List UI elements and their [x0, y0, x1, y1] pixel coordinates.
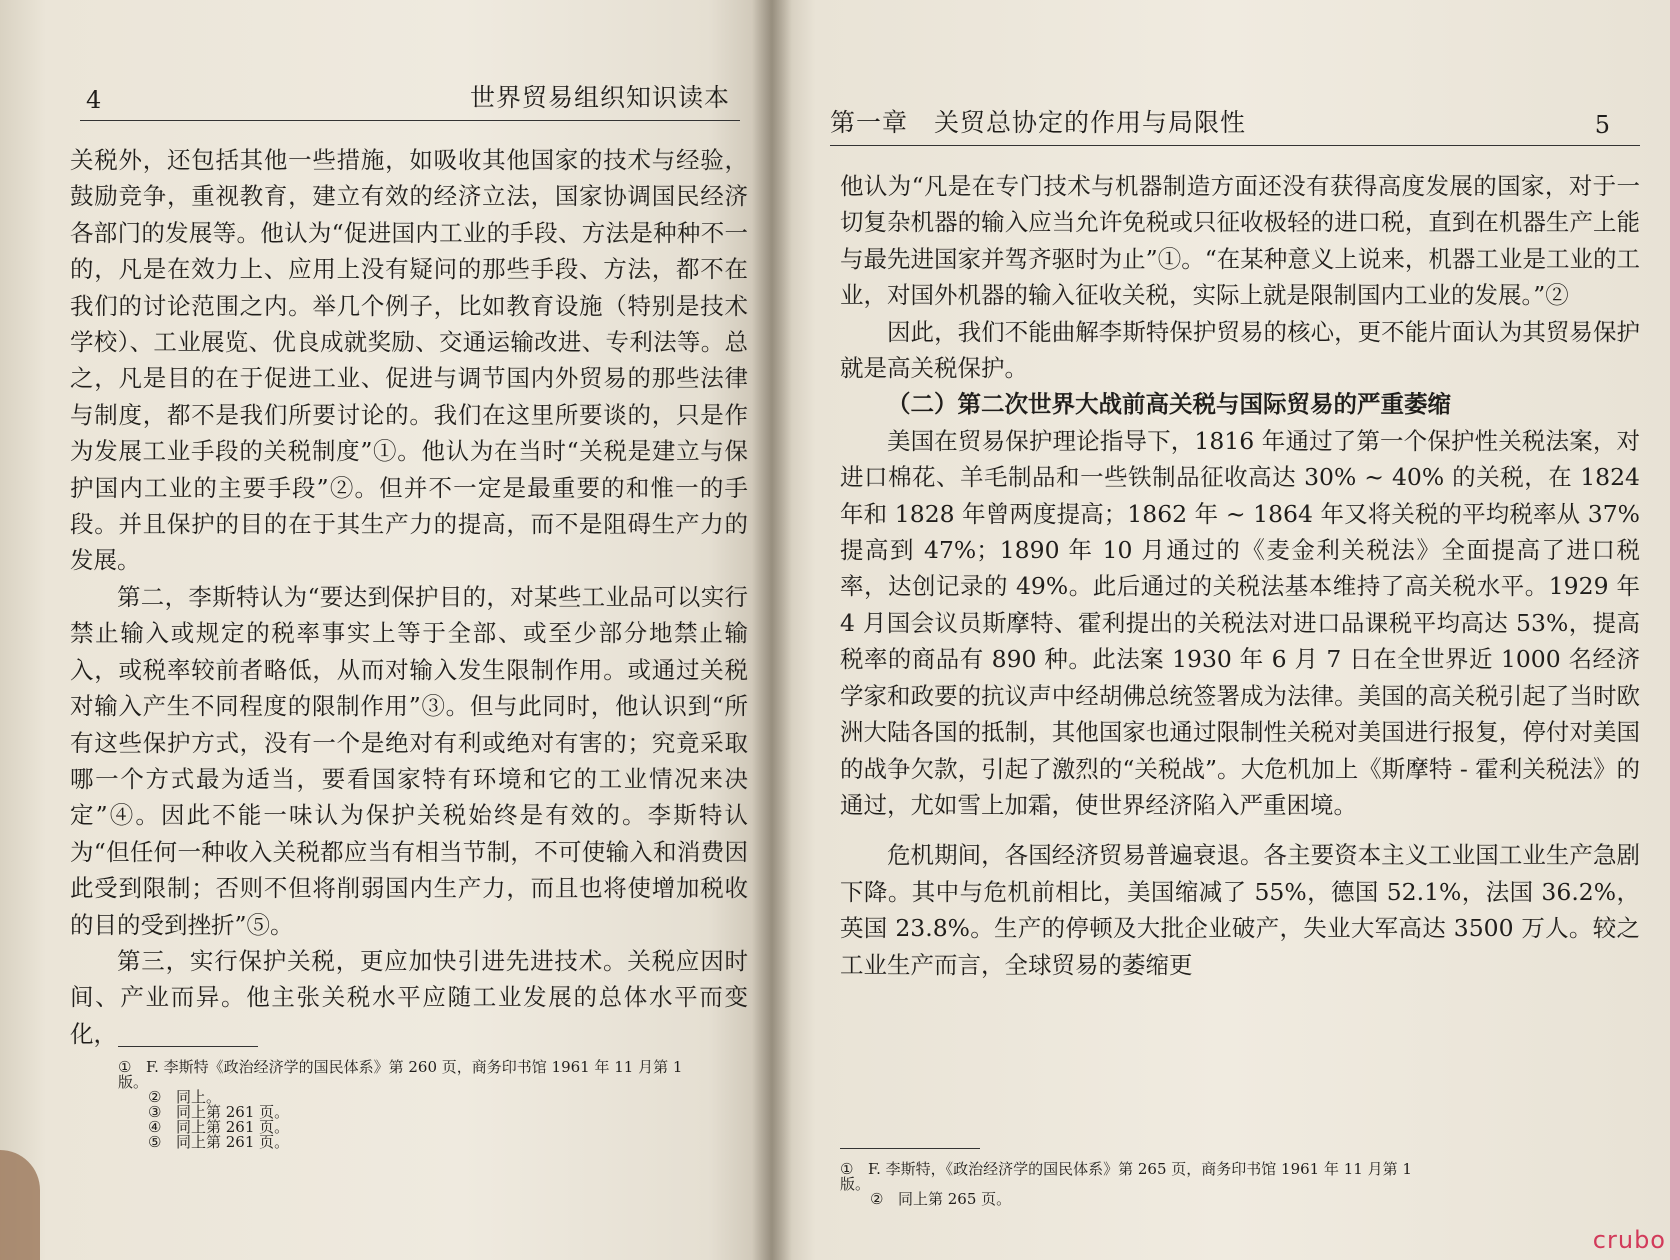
left-page-body	[70, 142, 748, 1052]
left-footnotes	[118, 1060, 748, 1150]
right-page-header	[830, 95, 1640, 146]
paragraph: 因此，我们不能曲解李斯特保护贸易的核心，更不能片面认为其贸易保护就是高关税保护。	[840, 317, 1640, 383]
page-number: 5	[1594, 111, 1610, 139]
footnote-rule	[840, 1148, 980, 1149]
footnote: ⑤ 同上第 261 页。	[148, 1133, 290, 1151]
paragraph: 危机期间，各国经济贸易普遍衰退。各主要资本主义工业国工业生产急剧下降。其中与危机前相比，美国缩减了 55%，德国 52.1%，法国 36.2%，英国 23.8%。生产的停顿及大批企业破产，失业大军高达 3500 万人。较之工业生产而言，全球贸易的萎缩更	[840, 841, 1640, 979]
watermark: crubo	[1592, 1226, 1666, 1254]
paragraph: 第二，李斯特认为“要达到保护目的，对某些工业品可以实行禁止输入或规定的税率事实上等于全部、或至少部分地禁止输入，或税率较前者略低，从而对输入发生限制作用。或通过关税对输入产生不同程度的限制作用”③。但与此同时，他认识到“所有这些保护方式，没有一个是绝对有利或绝对有害的；究竟采取哪一个方式最为适当，要看国家特有环境和它的工业情况来决定”④。因此不能一味认为保护关税始终是有效的。李斯特认为“但任何一种收入关税都应当有相当节制，不可使输入和消费因此受到限制；否则不但将削弱国内生产力，而且也将使增加税收的目的受到挫折”⑤。	[70, 582, 748, 939]
page-number: 4	[86, 86, 102, 114]
running-title: 世界贸易组织知识读本	[469, 83, 730, 112]
book-gutter	[752, 0, 792, 1260]
paragraph: 他认为“凡是在专门技术与机器制造方面还没有获得高度发展的国家，对于一切复杂机器的输入应当允许免税或只征收极轻的进口税，直到在机器生产上能与最先进国家并驾齐驱时为止”①。“在某种意义上说来，机器工业是工业的工业，对国外机器的输入征收关税，实际上就是限制国内工业的发展。”②	[840, 172, 1640, 310]
footnote: ① F. 李斯特《政治经济学的国民体系》第 260 页，商务印书馆 1961 年 11 月第 1	[118, 1058, 683, 1076]
right-page-body	[840, 168, 1640, 983]
background-edge	[1670, 0, 1680, 1260]
section-heading: （二）第二次世界大战前高关税与国际贸易的严重萎缩	[887, 390, 1451, 419]
left-page	[0, 0, 770, 1260]
paragraph: 美国在贸易保护理论指导下，1816 年通过了第一个保护性关税法案，对进口棉花、羊毛制品和一些铁制品征收高达 30% ~ 40% 的关税，在 1824 年和 1828 年曾两度提高；1862 年 ~ 1864 年又将关税的平均税率从 37% 提高到 47%；1890 年 10 月通过的《麦金利关税法》全面提高了进口税率，达创记录的 49%。此后通过的关税法基本维持了高关税水平。1929 年 4 月国会议员斯摩特、霍利提出的关税法对进口品课税平均高达 53%，提高税率的商品有 890 种。此法案 1930 年 6 月 7 日在全世界近 1000 名经济学家和政要的抗议声中经胡佛总统签署成为法律。美国的高关税引起了当时欧洲大陆各国的抵制，其他国家也通过限制性关税对美国进行报复，停付对美国的战争欠款，引起了激烈的“关税战”。大危机加上《斯摩特 - 霍利关税法》的通过，尤如雪上加霜，使世界经济陷入严重困境。	[840, 426, 1640, 819]
left-page-header	[80, 70, 740, 121]
footnote: ④ 同上第 261 页。	[148, 1118, 290, 1136]
footnote-rule	[118, 1046, 258, 1047]
right-page	[770, 0, 1680, 1260]
running-title: 第一章 关贸总协定的作用与局限性	[830, 108, 1247, 137]
footnote: ② 同上第 265 页。	[870, 1190, 1012, 1208]
footnote: ① F. 李斯特，《政治经济学的国民体系》第 265 页，商务印书馆 1961 年 11 月第 1	[840, 1160, 1412, 1178]
paragraph: 关税外，还包括其他一些措施，如吸收其他国家的技术与经验，鼓励竞争，重视教育，建立有效的经济立法，国家协调国民经济各部门的发展等。他认为“促进国内工业的手段、方法是种种不一的，凡是在效力上、应用上没有疑问的那些手段、方法，都不在我们的讨论范围之内。举几个例子，比如教育设施（特别是技术学校）、工业展览、优良成就奖励、交通运输改进、专利法等。总之，凡是目的在于促进工业、促进与调节国内外贸易的那些法律与制度，都不是我们所要讨论的。我们在这里所要谈的，只是作为发展工业手段的关税制度”①。他认为在当时“关税是建立与保护国内工业的主要手段”②。但并不一定是最重要的和惟一的手段。并且保护的目的在于其生产力的提高，而不是阻碍生产力的发展。	[70, 146, 748, 575]
footnote: 版。	[118, 1073, 149, 1091]
footnote: ③ 同上第 261 页。	[148, 1103, 290, 1121]
footnote: 版。	[840, 1175, 871, 1193]
right-footnotes	[840, 1162, 1620, 1207]
paragraph: 第三，实行保护关税，更应加快引进先进技术。关税应因时间、产业而异。他主张关税水平应随工业发展的总体水平而变化，	[70, 946, 748, 1048]
footnote: ② 同上。	[148, 1088, 222, 1106]
